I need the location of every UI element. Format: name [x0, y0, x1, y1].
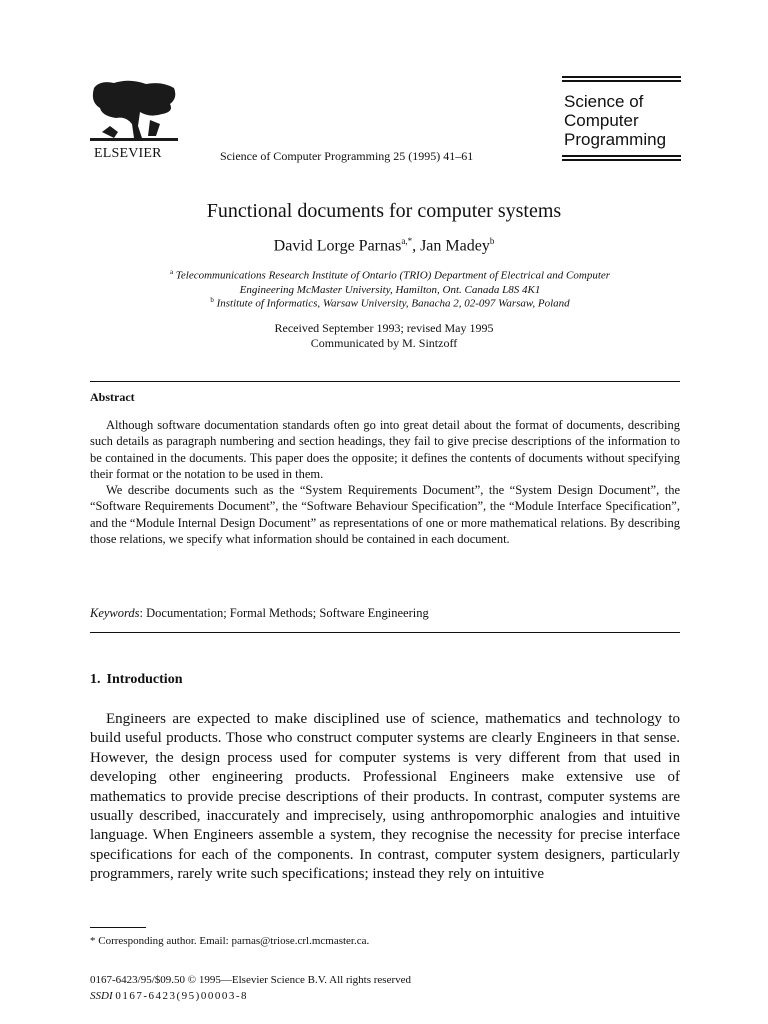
abstract-body [90, 417, 680, 547]
ssdi-label: SSDI [90, 990, 113, 1002]
affiliation-mark: b [210, 296, 214, 304]
publisher-name: ELSEVIER [94, 146, 162, 161]
masthead-rule-top [562, 76, 681, 78]
author-marks: b [489, 236, 495, 246]
received-info [0, 321, 768, 351]
author-marks: a,* [401, 236, 413, 246]
affiliation-text: Telecommunications Research Institute of Ontario (TRIO) Department of Electrical and Computer [175, 269, 611, 282]
author-name: David Lorge Parnas [273, 237, 402, 255]
copyright-block [90, 972, 411, 1004]
affiliation-text: Engineering McMaster University, Hamilton, Ont. Canada L8S 4K1 [239, 283, 541, 296]
article-title: Functional documents for computer systems [206, 200, 562, 222]
section-title: Introduction [106, 672, 183, 687]
affiliation-text: Institute of Informatics, Warsaw University, Banacha 2, 02-097 Warsaw, Poland [216, 297, 570, 310]
abstract-paragraph: Although software documentation standards often go into great detail about the format of documents, describing such details as paragraph numbering and section headings, they fail to give precise descriptions of the information to be contained in the documents. This paper does the opposite; it defines the contents of documents without specifying their format or the notation to be used in them. [90, 418, 680, 481]
keywords [90, 606, 429, 621]
communicated-by: Communicated by M. Sintzoff [310, 336, 458, 350]
footnote-rule [90, 927, 146, 928]
keywords-list: : Documentation; Formal Methods; Software Engineering [139, 606, 429, 620]
abstract-paragraph: We describe documents such as the “System Requirements Document”, the “System Design Document”, the “Software Requirements Document”, the “Software Behaviour Specification”, the “Module Interface Specification”, and the “Module Internal Design Document” as representations of one or more mathematical relations. By describing those relations, we specify what information should be contained in each document. [90, 483, 680, 547]
journal-name-line: Programming [564, 130, 667, 149]
body-paragraph: Engineers are expected to make disciplined use of science, mathematics and technology to build useful products. Those who construct computer systems are clearly Engineers in that sense. However, the design process used for computer systems is very different from that used in developing other engineering products. Professional Engineers make extensive use of mathematics to provide precise descriptions of their products. In contrast, computer systems are usually described, inaccurately and imprecisely, using anthropomorphic analogies and intuitive language. When Engineers assemble a system, they recognise the necessity for precise interface specifications for each of the components. In contrast, computer system designers, particularly programmers, rarely write such specifications; instead they rely on intuitive [90, 711, 680, 883]
author-list [0, 236, 768, 255]
section-heading [90, 672, 182, 688]
received-dates: Received September 1993; revised May 1995 [274, 321, 494, 335]
journal-name-line: Computer [564, 111, 639, 130]
ssdi-code: 0167-6423(95)00003-8 [115, 990, 249, 1002]
masthead-rule-bottom-2 [562, 159, 681, 161]
author-name: , Jan Madey [412, 237, 490, 255]
copyright-line: 0167-6423/95/$09.50 © 1995—Elsevier Science B.V. All rights reserved [90, 974, 411, 986]
affiliation-mark: a [169, 268, 174, 276]
abstract-heading: Abstract [90, 390, 135, 404]
masthead-rule-bottom [562, 155, 681, 157]
masthead-rule-top-2 [562, 80, 681, 82]
journal-name [564, 92, 681, 149]
affiliation-a [100, 265, 680, 297]
section-number: 1. [90, 672, 101, 687]
elsevier-tree-icon [90, 80, 178, 146]
section-body [90, 710, 680, 885]
affiliation-b [100, 293, 680, 311]
footnote: * Corresponding author. Email: parnas@triose.crl.mcmaster.ca. [90, 935, 370, 947]
divider [90, 632, 680, 633]
journal-masthead [562, 76, 681, 163]
journal-citation: Science of Computer Programming 25 (1995) 41–61 [220, 149, 474, 163]
keywords-label: Keywords [90, 606, 140, 620]
divider [90, 381, 680, 382]
journal-name-line: Science of [564, 92, 644, 111]
